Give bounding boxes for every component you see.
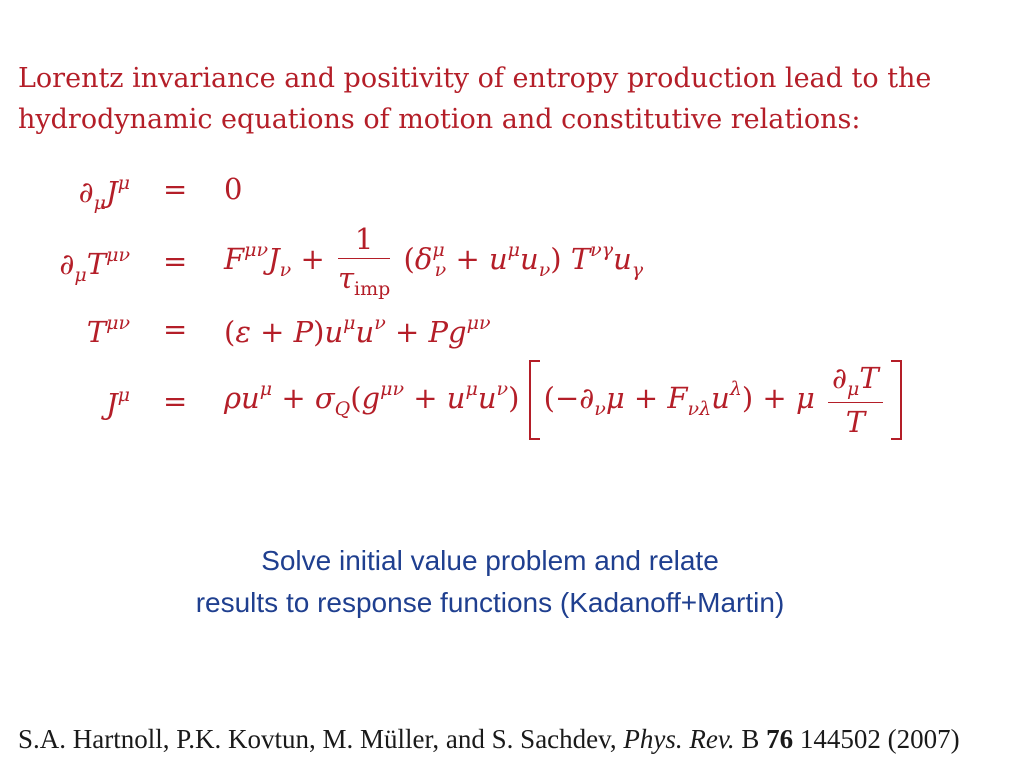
- equation-4-rhs: $\rho u^\mu + \sigma_Q(g^{\mu\nu} + u^\mu u^\nu) (-\partial_\nu\mu + F_{\nu\lambda}u^\lambda) + \mu$ $\frac{\partial_\mu T}{T}$: [224, 360, 902, 440]
- equation-current: [0, 360, 1024, 450]
- equation-continuity: [0, 172, 1024, 212]
- equation-4-fraction: $\frac{\partial_\mu T}{T}$: [828, 361, 883, 439]
- equation-2-lhs: $\partial_\mu T^{\mu\nu}$: [59, 244, 130, 286]
- right-bracket: [891, 360, 902, 440]
- citation-journal: Phys. Rev.: [623, 724, 735, 754]
- equation-2-fraction: $\frac{1}{\tau_{imp}}$: [337, 222, 391, 300]
- equation-stress-tensor: [0, 312, 1024, 352]
- summary-text: [60, 540, 920, 624]
- summary-line-1: Solve initial value problem and relate: [261, 545, 719, 576]
- equation-3-lhs: $T^{\mu\nu}$: [86, 312, 130, 349]
- citation-authors: S.A. Hartnoll, P.K. Kovtun, M. Müller, and S. Sachdev,: [18, 724, 624, 754]
- intro-line-1: Lorentz invariance and positivity of entropy production lead to the: [18, 63, 932, 94]
- equation-3-equals: =: [163, 312, 188, 346]
- equation-3-rhs: $(\varepsilon + P)u^\mu u^\nu + Pg^{\mu\nu}$: [224, 312, 491, 349]
- intro-text: [18, 58, 1008, 140]
- citation-series: B: [734, 724, 767, 754]
- citation-volume: 76: [766, 724, 794, 754]
- equation-energy-momentum: [0, 222, 1024, 302]
- summary-line-2: results to response functions (Kadanoff+Martin): [195, 587, 785, 618]
- citation-rest: 144502 (2007): [793, 724, 960, 754]
- intro-line-2: hydrodynamic equations of motion and constitutive relations:: [18, 104, 861, 135]
- equation-4-lhs: $J^\mu$: [106, 384, 130, 421]
- equation-4-equals: =: [163, 384, 188, 418]
- equation-1-rhs: 0: [224, 172, 243, 206]
- equation-2-rhs: $F^{\mu\nu}J_\nu$ + $\frac{1}{\tau_{imp}}$ $(\delta^\mu_\nu + u^\mu u_\nu)$ $T^{\nu\gamma}u_\gamma$: [224, 222, 644, 300]
- citation: [18, 724, 1018, 755]
- left-bracket: [529, 360, 540, 440]
- equation-1-lhs: $\partial_\mu J^\mu$: [78, 172, 130, 214]
- equation-2-equals: =: [163, 244, 188, 278]
- equation-1-equals: =: [163, 172, 188, 206]
